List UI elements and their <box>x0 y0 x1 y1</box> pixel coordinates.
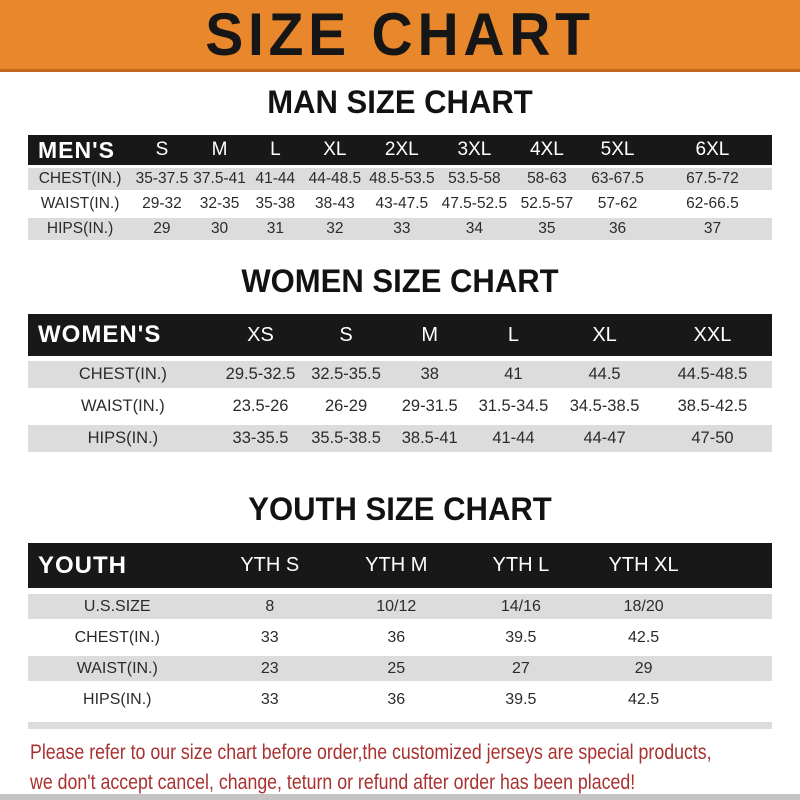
table-corner-label: MEN'S <box>28 135 132 165</box>
size-value-cell: 29 <box>132 218 192 240</box>
column-header-empty <box>705 543 772 588</box>
bottom-edge-strip <box>0 794 800 800</box>
size-value-cell: 43-47.5 <box>367 193 438 215</box>
size-value-cell: 38-43 <box>303 193 366 215</box>
row-label: WAIST(IN.) <box>28 193 132 215</box>
column-header: XL <box>556 314 653 356</box>
men-size-table <box>28 132 772 243</box>
column-header: 5XL <box>582 135 653 165</box>
row-label: HIPS(IN.) <box>28 218 132 240</box>
table-row <box>28 393 772 420</box>
size-value-cell: 38.5-41 <box>389 425 471 452</box>
size-value-cell: 53.5-58 <box>437 168 511 190</box>
size-value-cell: 47-50 <box>653 425 772 452</box>
table-row <box>28 625 772 650</box>
size-value-cell: 44-48.5 <box>303 168 366 190</box>
size-value-cell: 44-47 <box>556 425 653 452</box>
size-value-cell: 41 <box>471 361 557 388</box>
size-value-cell-empty <box>705 656 772 681</box>
size-value-cell: 32.5-35.5 <box>303 361 389 388</box>
size-value-cell: 31.5-34.5 <box>471 393 557 420</box>
size-value-cell: 31 <box>247 218 303 240</box>
size-value-cell: 52.5-57 <box>512 193 583 215</box>
size-value-cell: 30 <box>192 218 248 240</box>
size-value-cell: 36 <box>582 218 653 240</box>
column-header: 3XL <box>437 135 511 165</box>
column-header: S <box>132 135 192 165</box>
youth-section-heading: YOUTH SIZE CHART <box>248 491 552 527</box>
column-header: YTH S <box>207 543 333 588</box>
table-corner-label: WOMEN'S <box>28 314 218 356</box>
table-row <box>28 687 772 712</box>
column-header: 6XL <box>653 135 772 165</box>
footer-disclaimer <box>30 738 712 798</box>
column-header: 4XL <box>512 135 583 165</box>
table-corner-label: YOUTH <box>28 543 207 588</box>
size-value-cell: 29-32 <box>132 193 192 215</box>
column-header: M <box>389 314 471 356</box>
size-value-cell: 67.5-72 <box>653 168 772 190</box>
size-value-cell: 33 <box>207 625 333 650</box>
row-label: U.S.SIZE <box>28 594 207 619</box>
table-row <box>28 361 772 388</box>
table-row <box>28 425 772 452</box>
man-section-heading: MAN SIZE CHART <box>267 84 533 120</box>
column-header: S <box>303 314 389 356</box>
youth-size-table <box>28 537 772 718</box>
size-value-cell: 39.5 <box>459 687 582 712</box>
women-size-table <box>28 309 772 457</box>
size-value-cell: 8 <box>207 594 333 619</box>
size-value-cell: 38 <box>389 361 471 388</box>
column-header: L <box>471 314 557 356</box>
size-value-cell: 33 <box>367 218 438 240</box>
size-table-header-row <box>28 543 772 588</box>
youth-size-chart-section <box>0 493 800 729</box>
size-value-cell: 62-66.5 <box>653 193 772 215</box>
size-value-cell: 58-63 <box>512 168 583 190</box>
size-value-cell: 14/16 <box>459 594 582 619</box>
size-value-cell: 44.5-48.5 <box>653 361 772 388</box>
size-value-cell: 25 <box>333 656 459 681</box>
row-label: HIPS(IN.) <box>28 425 218 452</box>
size-value-cell: 36 <box>333 625 459 650</box>
size-value-cell: 23.5-26 <box>218 393 304 420</box>
size-value-cell: 36 <box>333 687 459 712</box>
size-value-cell: 10/12 <box>333 594 459 619</box>
row-label: CHEST(IN.) <box>28 625 207 650</box>
size-value-cell: 33 <box>207 687 333 712</box>
footer-disclaimer-line-1: Please refer to our size chart before order,the customized jerseys are special products, <box>30 741 712 764</box>
size-value-cell: 23 <box>207 656 333 681</box>
man-size-chart-section <box>0 86 800 243</box>
size-value-cell: 38.5-42.5 <box>653 393 772 420</box>
size-value-cell: 34.5-38.5 <box>556 393 653 420</box>
size-value-cell: 35 <box>512 218 583 240</box>
column-header: YTH XL <box>582 543 705 588</box>
size-value-cell: 18/20 <box>582 594 705 619</box>
size-value-cell: 35-37.5 <box>132 168 192 190</box>
size-value-cell: 35.5-38.5 <box>303 425 389 452</box>
column-header: 2XL <box>367 135 438 165</box>
size-table-header-row <box>28 135 772 165</box>
row-label: CHEST(IN.) <box>28 168 132 190</box>
size-value-cell: 37.5-41 <box>192 168 248 190</box>
row-label: CHEST(IN.) <box>28 361 218 388</box>
size-value-cell: 63-67.5 <box>582 168 653 190</box>
column-header: XS <box>218 314 304 356</box>
size-value-cell: 27 <box>459 656 582 681</box>
size-value-cell: 44.5 <box>556 361 653 388</box>
size-value-cell: 39.5 <box>459 625 582 650</box>
row-label: WAIST(IN.) <box>28 393 218 420</box>
column-header: YTH L <box>459 543 582 588</box>
women-section-heading: WOMEN SIZE CHART <box>241 263 559 299</box>
size-value-cell: 48.5-53.5 <box>367 168 438 190</box>
size-value-cell: 35-38 <box>247 193 303 215</box>
column-header: YTH M <box>333 543 459 588</box>
column-header: L <box>247 135 303 165</box>
size-value-cell-empty <box>705 687 772 712</box>
size-value-cell: 57-62 <box>582 193 653 215</box>
size-value-cell: 26-29 <box>303 393 389 420</box>
table-row <box>28 218 772 240</box>
footer-disclaimer-line-2: we don't accept cancel, change, teturn or refund after order has been placed! <box>30 771 636 794</box>
size-value-cell: 47.5-52.5 <box>437 193 511 215</box>
banner-title: SIZE CHART <box>205 1 595 68</box>
size-table-header-row <box>28 314 772 356</box>
women-size-chart-section <box>0 265 800 457</box>
table-row <box>28 594 772 619</box>
size-value-cell: 32-35 <box>192 193 248 215</box>
size-value-cell: 42.5 <box>582 687 705 712</box>
row-label: HIPS(IN.) <box>28 687 207 712</box>
table-row <box>28 656 772 681</box>
column-header: XL <box>303 135 366 165</box>
table-row <box>28 168 772 190</box>
size-value-cell: 37 <box>653 218 772 240</box>
size-value-cell: 29.5-32.5 <box>218 361 304 388</box>
size-chart-banner <box>0 0 800 72</box>
size-value-cell: 41-44 <box>471 425 557 452</box>
size-value-cell: 29 <box>582 656 705 681</box>
row-label: WAIST(IN.) <box>28 656 207 681</box>
size-value-cell: 29-31.5 <box>389 393 471 420</box>
size-value-cell-empty <box>705 594 772 619</box>
table-row <box>28 193 772 215</box>
size-value-cell: 32 <box>303 218 366 240</box>
youth-table-bottom-cap <box>28 722 772 729</box>
column-header: M <box>192 135 248 165</box>
column-header: XXL <box>653 314 772 356</box>
size-value-cell: 41-44 <box>247 168 303 190</box>
size-value-cell-empty <box>705 625 772 650</box>
size-value-cell: 34 <box>437 218 511 240</box>
size-value-cell: 33-35.5 <box>218 425 304 452</box>
size-value-cell: 42.5 <box>582 625 705 650</box>
